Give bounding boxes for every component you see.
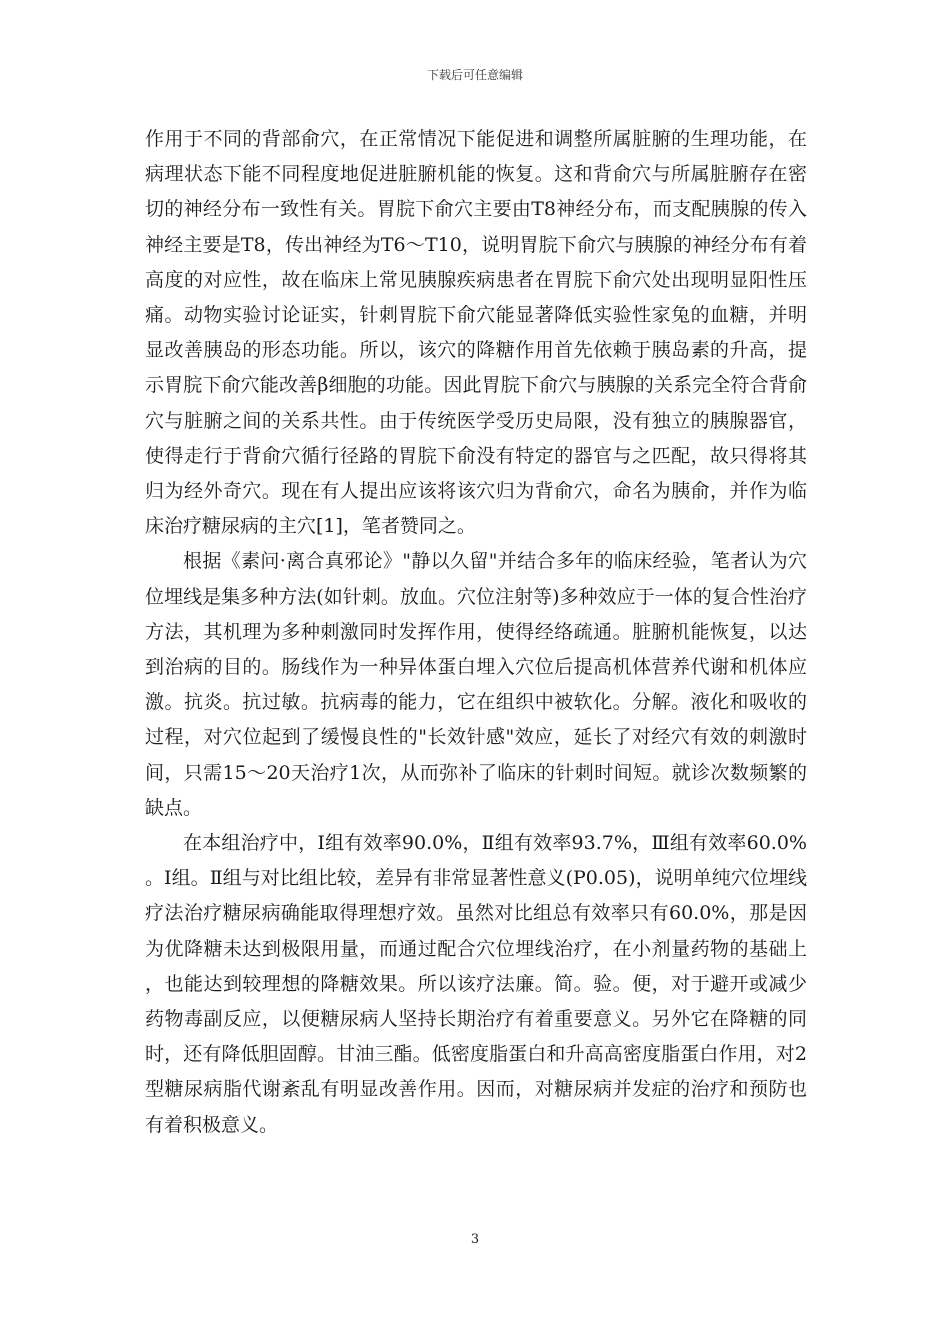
paragraph-acupoint-catgut-theory: 根据《素问·离合真邪论》"静以久留"并结合多年的临床经验，笔者认为穴位埋线是集多种方法(如针刺。放血。穴位注射等)多种效应于一体的复合性治疗方法，其机理为多种刺激同时发挥作用，使得经络疏通。脏腑机能恢复，以达到治病的目的。肠线作为一种异体蛋白埋入穴位后提高机体营养代谢和机体应激。抗炎。抗过敏。抗病毒的能力，它在组织中被软化。分解。液化和吸收的过程，对穴位起到了缓慢良性的"长效针感"效应，延长了对经穴有效的刺激时间，只需15～20天治疗1次，从而弥补了临床的针刺时间短。就诊次数频繁的缺点。 <box>145 550 807 819</box>
page-header: 下载后可任意编辑 <box>426 68 523 82</box>
paragraph-treatment-results: 在本组治疗中，Ⅰ组有效率90.0%，Ⅱ组有效率93.7%，Ⅲ组有效率60.0%。Ⅰ组。Ⅱ组与对比组比较，差异有非常显著性意义(P0.05)，说明单纯穴位埋线疗法治疗糖尿病确能取得理想疗效。虽然对比组总有效率只有60.0%，那是因为优降糖未达到极限用量，而通过配合穴位埋线治疗，在小剂量药物的基础上，也能达到较理想的降糖效果。所以该疗法廉。简。验。便，对于避开或减少药物毒副反应，以便糖尿病人坚持长期治疗有着重要意义。另外它在降糖的同时，还有降低胆固醇。甘油三酯。低密度脂蛋白和升高高密度脂蛋白作用，对2型糖尿病脂代谢紊乱有明显改善作用。因而，对糖尿病并发症的治疗和预防也有着积极意义。 <box>145 832 807 1136</box>
paragraph-continuation: 作用于不同的背部俞穴，在正常情况下能促进和调整所属脏腑的生理功能，在病理状态下能不同程度地促进脏腑机能的恢复。这和背俞穴与所属脏腑存在密切的神经分布一致性有关。胃脘下俞穴主要由T8神经分布，而支配胰腺的传入神经主要是T8，传出神经为T6～T10，说明胃脘下俞穴与胰腺的神经分布有着高度的对应性，故在临床上常见胰腺疾病患者在胃脘下俞穴处出现明显阳性压痛。动物实验讨论证实，针刺胃脘下俞穴能显著降低实验性家兔的血糖，并明显改善胰岛的形态功能。所以，该穴的降糖作用首先依赖于胰岛素的升高，提示胃脘下俞穴能改善β细胞的功能。因此胃脘下俞穴与胰腺的关系完全符合背俞穴与脏腑之间的关系共性。由于传统医学受历史局限，没有独立的胰腺器官，使得走行于背俞穴循行径路的胃脘下俞没有特定的器官与之匹配，故只得将其归为经外奇穴。现在有人提出应该将该穴归为背俞穴，命名为胰俞，并作为临床治疗糖尿病的主穴[1]，笔者赞同之。 <box>145 128 807 538</box>
document-body <box>145 122 807 1143</box>
page-number: 3 <box>470 1232 480 1247</box>
